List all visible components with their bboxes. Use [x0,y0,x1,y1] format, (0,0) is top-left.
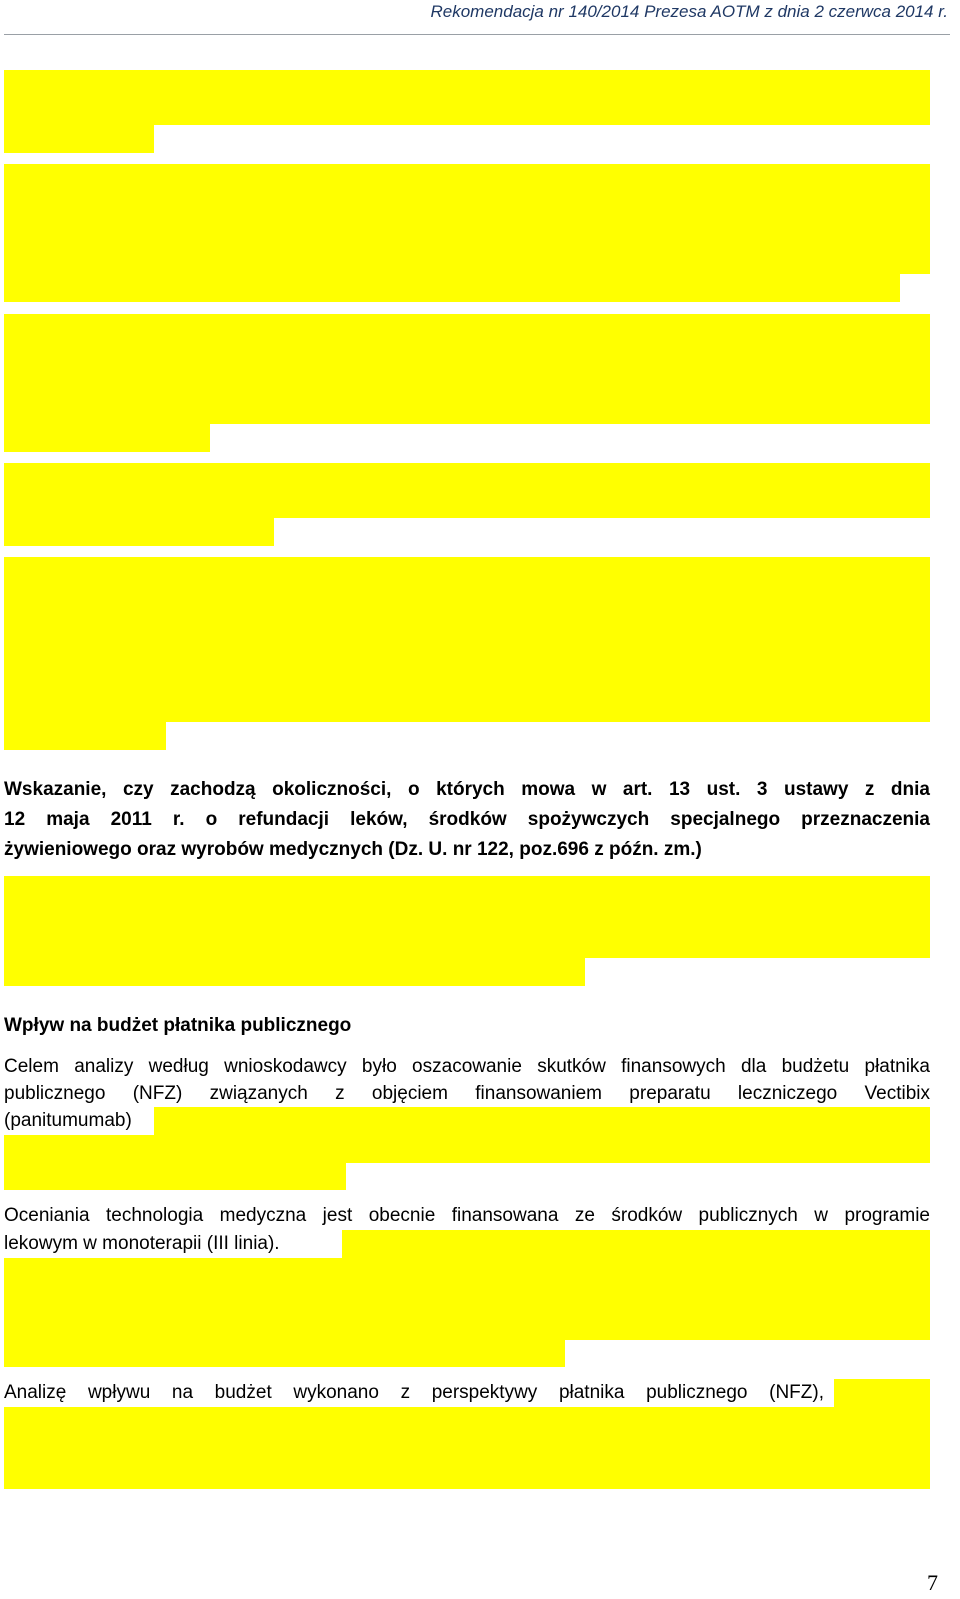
header-title: Rekomendacja nr 140/2014 Prezesa AOTM z dnia 2 czerwca 2014 r. [430,2,948,21]
art13-line-1: Wskazanie, czy zachodzą okoliczności, o których mowa w art. 13 ust. 3 ustawy z dnia [4,779,930,800]
redaction-block [4,463,930,518]
redaction-block [4,125,154,153]
budget-para1-line-3: (panitumumab) [4,1110,132,1131]
art13-line-3: żywieniowego oraz wyrobów medycznych (Dz. U. nr 122, poz.696 z późn. zm.) [4,839,702,860]
redaction-block [4,1407,930,1489]
redaction-block [4,1135,930,1163]
redaction-block [4,557,930,722]
page-number: 7 [927,1570,938,1595]
redaction-block [4,958,585,986]
redaction-block [834,1379,930,1407]
redaction-block [4,274,900,302]
redaction-block [4,70,930,125]
header-divider [4,34,950,35]
redaction-block [4,722,166,750]
redaction-block [4,164,930,274]
art13-line-2: 12 maja 2011 r. o refundacji leków, środków spożywczych specjalnego przeznaczenia [4,809,930,830]
budget-para2-line-2: lekowym w monoterapii (III linia). [4,1233,280,1254]
redaction-block [342,1230,930,1258]
section-heading: Wpływ na budżet płatnika publicznego [4,1015,352,1036]
budget-para1-line-1: Celem analizy według wnioskodawcy było oszacowanie skutków finansowych dla budżetu płatnika [4,1056,930,1077]
redaction-block [4,1163,346,1190]
redaction-block [4,314,930,424]
page-header [0,0,960,34]
budget-para2-line-1: Oceniania technologia medyczna jest obecnie finansowana ze środków publicznych w programie [4,1205,930,1226]
budget-para3-line-1: Analizę wpływu na budżet wykonano z perspektywy płatnika publicznego (NFZ), [4,1382,824,1403]
redaction-block [4,876,930,958]
redaction-block [4,1258,930,1340]
redaction-block [4,1340,565,1367]
redaction-block [4,424,210,452]
redaction-block [4,518,274,546]
budget-para1-line-2: publicznego (NFZ) związanych z objęciem finansowaniem preparatu leczniczego Vectibix [4,1083,930,1104]
redaction-block [154,1107,930,1135]
